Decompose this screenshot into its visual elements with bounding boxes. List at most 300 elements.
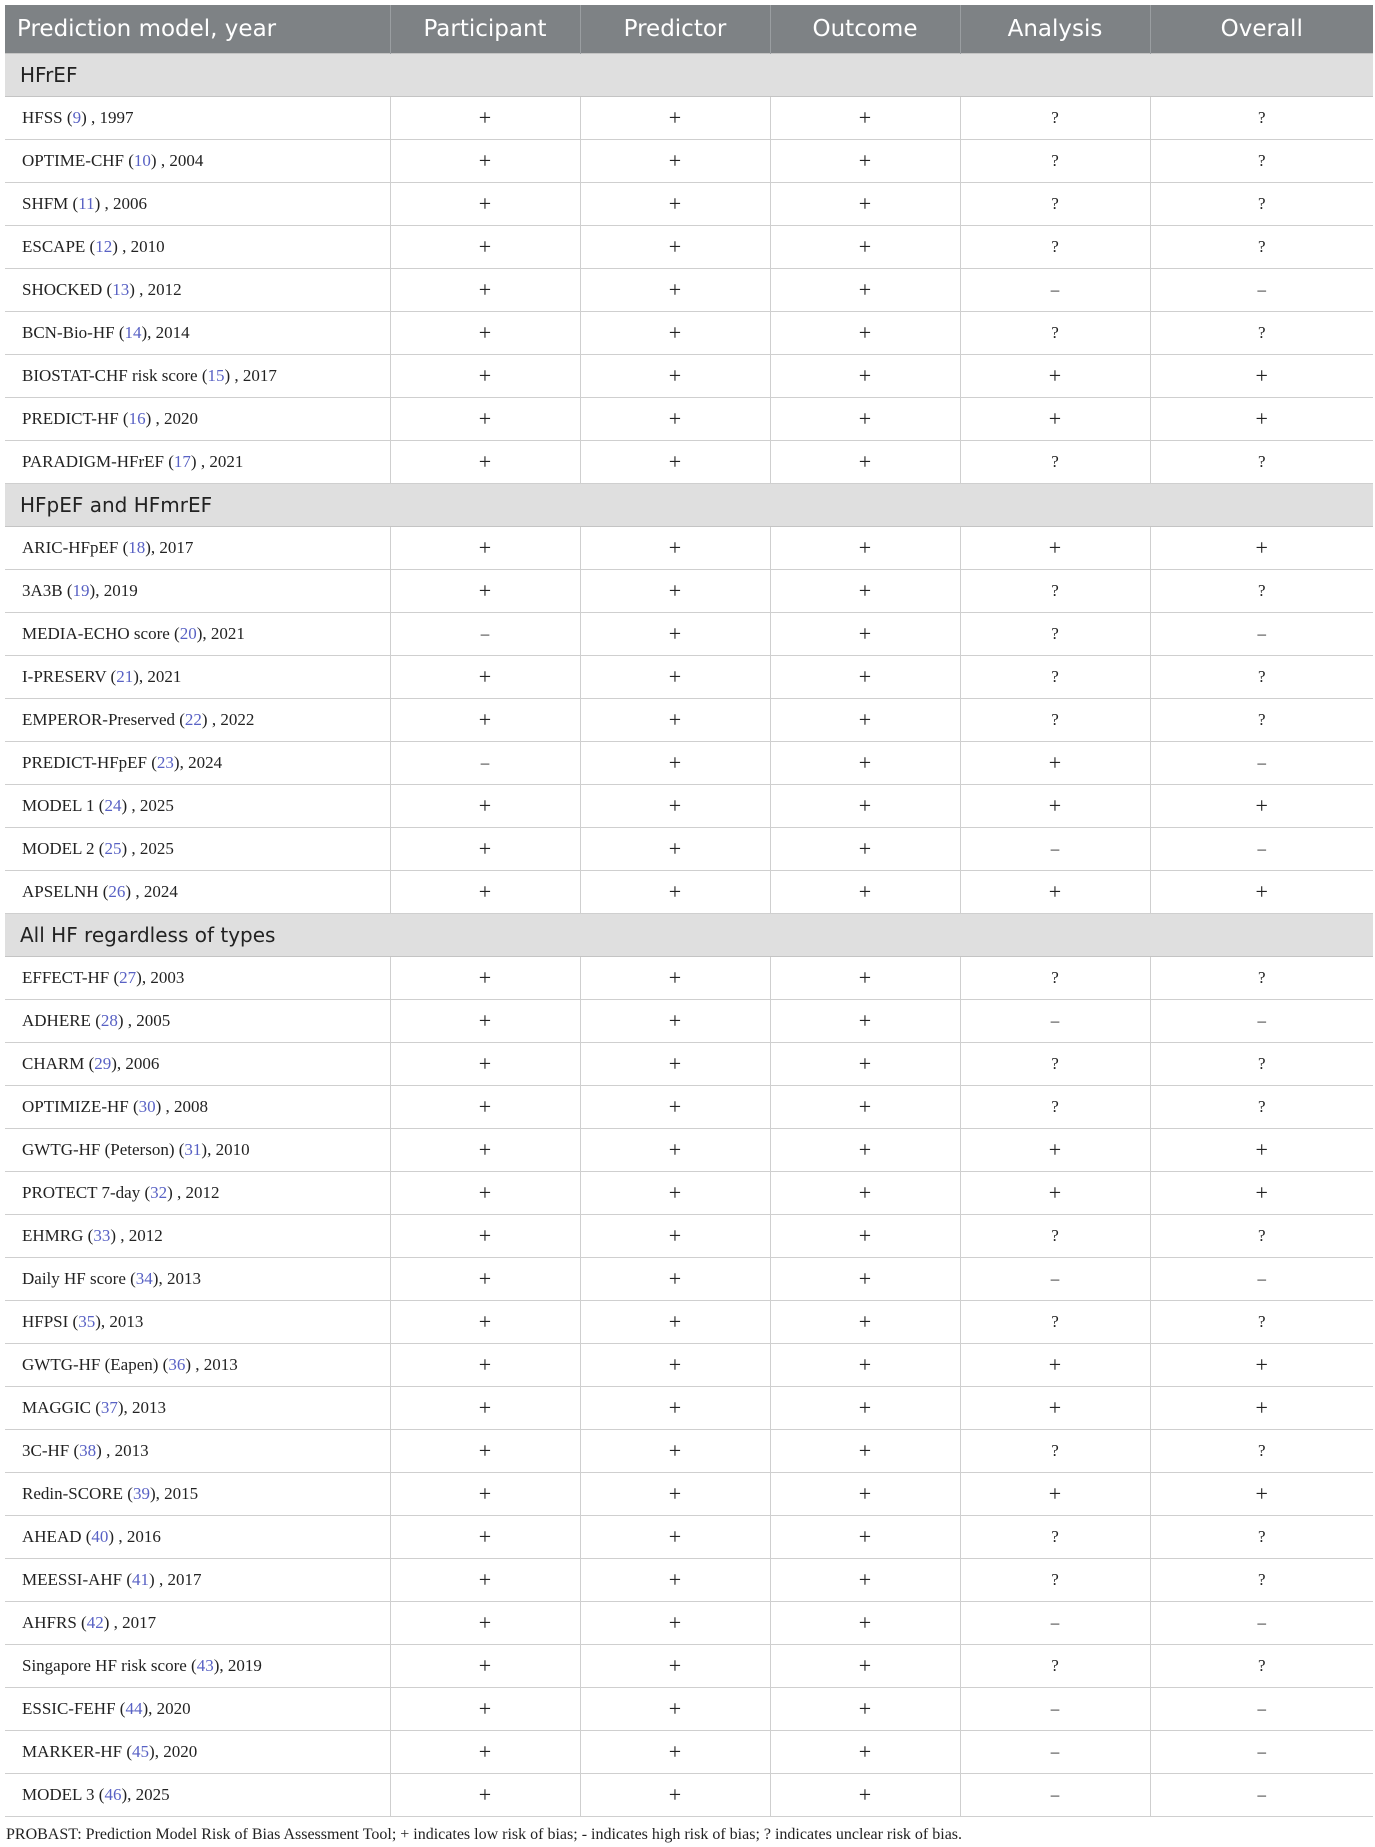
analysis-rating-cell: ? bbox=[960, 956, 1150, 999]
participant-rating-cell: + bbox=[390, 698, 580, 741]
reference-link[interactable]: 28 bbox=[100, 1010, 118, 1030]
overall-rating-cell: + bbox=[1150, 1386, 1373, 1429]
reference-link[interactable]: 15 bbox=[207, 365, 225, 385]
predictor-rating-cell: + bbox=[580, 1429, 770, 1472]
outcome-rating-cell: + bbox=[770, 1472, 960, 1515]
analysis-rating-cell: + bbox=[960, 784, 1150, 827]
analysis-rating-cell: ? bbox=[960, 182, 1150, 225]
participant-rating-cell: + bbox=[390, 569, 580, 612]
outcome-rating-cell: + bbox=[770, 870, 960, 913]
table-row bbox=[5, 1730, 1373, 1773]
reference-link[interactable]: 40 bbox=[91, 1526, 109, 1546]
participant-rating-cell: + bbox=[390, 1472, 580, 1515]
reference-link[interactable]: 32 bbox=[150, 1182, 168, 1202]
outcome-rating-cell: + bbox=[770, 1214, 960, 1257]
reference-link[interactable]: 36 bbox=[168, 1354, 186, 1374]
predictor-rating-cell: + bbox=[580, 569, 770, 612]
overall-rating-cell: – bbox=[1150, 1257, 1373, 1300]
section-title: HFpEF and HFmrEF bbox=[5, 483, 1373, 526]
model-name-cell bbox=[5, 139, 390, 182]
model-year: ), 2019 bbox=[213, 1655, 262, 1675]
reference-link[interactable]: 30 bbox=[138, 1096, 156, 1116]
outcome-rating-cell: + bbox=[770, 569, 960, 612]
model-name: HFPSI ( bbox=[22, 1311, 79, 1331]
participant-rating-cell: + bbox=[390, 268, 580, 311]
participant-rating-cell: + bbox=[390, 1343, 580, 1386]
table-header bbox=[5, 5, 1373, 53]
overall-rating-cell: ? bbox=[1150, 139, 1373, 182]
predictor-rating-cell: + bbox=[580, 784, 770, 827]
model-year: ) , 2024 bbox=[125, 881, 178, 901]
participant-rating-cell: + bbox=[390, 1515, 580, 1558]
overall-rating-cell: ? bbox=[1150, 1644, 1373, 1687]
reference-link[interactable]: 24 bbox=[104, 795, 122, 815]
outcome-rating-cell: + bbox=[770, 1300, 960, 1343]
reference-link[interactable]: 18 bbox=[128, 537, 146, 557]
outcome-rating-cell: + bbox=[770, 225, 960, 268]
table-row bbox=[5, 311, 1373, 354]
table-row bbox=[5, 225, 1373, 268]
model-name: MODEL 2 ( bbox=[22, 838, 105, 858]
participant-rating-cell: + bbox=[390, 96, 580, 139]
table-row bbox=[5, 784, 1373, 827]
table-row bbox=[5, 569, 1373, 612]
table-row bbox=[5, 1773, 1373, 1816]
model-name-cell bbox=[5, 1472, 390, 1515]
outcome-rating-cell: + bbox=[770, 440, 960, 483]
predictor-rating-cell: + bbox=[580, 1214, 770, 1257]
overall-rating-cell: – bbox=[1150, 827, 1373, 870]
header-participant: Participant bbox=[390, 5, 580, 53]
outcome-rating-cell: + bbox=[770, 698, 960, 741]
participant-rating-cell: + bbox=[390, 139, 580, 182]
predictor-rating-cell: + bbox=[580, 1386, 770, 1429]
reference-link[interactable]: 41 bbox=[132, 1569, 150, 1589]
model-name: ESSIC-FEHF ( bbox=[22, 1698, 126, 1718]
reference-link[interactable]: 10 bbox=[133, 150, 151, 170]
model-name-cell bbox=[5, 1343, 390, 1386]
model-name: AHEAD ( bbox=[22, 1526, 92, 1546]
predictor-rating-cell: + bbox=[580, 225, 770, 268]
model-year: ) , 2013 bbox=[185, 1354, 238, 1374]
table-row bbox=[5, 1644, 1373, 1687]
model-name: MARKER-HF ( bbox=[22, 1741, 133, 1761]
reference-link[interactable]: 26 bbox=[108, 881, 126, 901]
model-name-cell bbox=[5, 354, 390, 397]
analysis-rating-cell: ? bbox=[960, 225, 1150, 268]
model-name: Singapore HF risk score ( bbox=[22, 1655, 197, 1675]
participant-rating-cell: – bbox=[390, 741, 580, 784]
model-name-cell bbox=[5, 1171, 390, 1214]
predictor-rating-cell: + bbox=[580, 1257, 770, 1300]
model-year: ), 2010 bbox=[201, 1139, 250, 1159]
predictor-rating-cell: + bbox=[580, 311, 770, 354]
overall-rating-cell: ? bbox=[1150, 956, 1373, 999]
table-row bbox=[5, 1601, 1373, 1644]
reference-link[interactable]: 13 bbox=[112, 279, 130, 299]
overall-rating-cell: – bbox=[1150, 741, 1373, 784]
model-name-cell bbox=[5, 956, 390, 999]
table-row bbox=[5, 397, 1373, 440]
participant-rating-cell: + bbox=[390, 870, 580, 913]
model-name-cell bbox=[5, 182, 390, 225]
reference-link[interactable]: 33 bbox=[93, 1225, 111, 1245]
outcome-rating-cell: + bbox=[770, 784, 960, 827]
predictor-rating-cell: + bbox=[580, 1601, 770, 1644]
model-name-cell bbox=[5, 698, 390, 741]
predictor-rating-cell: + bbox=[580, 741, 770, 784]
model-name: BIOSTAT-CHF risk score ( bbox=[22, 365, 208, 385]
model-year: ) , 2013 bbox=[96, 1440, 149, 1460]
model-year: ), 2019 bbox=[89, 580, 138, 600]
model-name: EFFECT-HF ( bbox=[22, 967, 120, 987]
table-row bbox=[5, 1687, 1373, 1730]
predictor-rating-cell: + bbox=[580, 827, 770, 870]
model-year: ) , 2025 bbox=[121, 838, 174, 858]
model-name-cell bbox=[5, 1128, 390, 1171]
predictor-rating-cell: + bbox=[580, 397, 770, 440]
table-row bbox=[5, 526, 1373, 569]
analysis-rating-cell: ? bbox=[960, 1558, 1150, 1601]
table-row bbox=[5, 354, 1373, 397]
analysis-rating-cell: ? bbox=[960, 96, 1150, 139]
reference-link[interactable]: 22 bbox=[184, 709, 202, 729]
outcome-rating-cell: + bbox=[770, 1257, 960, 1300]
model-name-cell bbox=[5, 1730, 390, 1773]
predictor-rating-cell: + bbox=[580, 96, 770, 139]
reference-link[interactable]: 34 bbox=[135, 1268, 153, 1288]
outcome-rating-cell: + bbox=[770, 1429, 960, 1472]
model-name: EMPEROR-Preserved ( bbox=[22, 709, 185, 729]
table-row bbox=[5, 1085, 1373, 1128]
participant-rating-cell: + bbox=[390, 1171, 580, 1214]
table-row bbox=[5, 96, 1373, 139]
overall-rating-cell: + bbox=[1150, 870, 1373, 913]
model-name-cell bbox=[5, 1644, 390, 1687]
model-year: ) , 2010 bbox=[112, 236, 165, 256]
model-name: GWTG-HF (Eapen) ( bbox=[22, 1354, 169, 1374]
predictor-rating-cell: + bbox=[580, 1300, 770, 1343]
section-header-row bbox=[5, 913, 1373, 956]
reference-link[interactable]: 37 bbox=[100, 1397, 118, 1417]
overall-rating-cell: ? bbox=[1150, 655, 1373, 698]
table-row bbox=[5, 1386, 1373, 1429]
analysis-rating-cell: – bbox=[960, 827, 1150, 870]
overall-rating-cell: + bbox=[1150, 1128, 1373, 1171]
model-year: ) , 2025 bbox=[121, 795, 174, 815]
model-name: ESCAPE ( bbox=[22, 236, 96, 256]
outcome-rating-cell: + bbox=[770, 526, 960, 569]
reference-link[interactable]: 42 bbox=[86, 1612, 104, 1632]
model-year: ) , 2012 bbox=[129, 279, 182, 299]
table-row bbox=[5, 1558, 1373, 1601]
table-row bbox=[5, 1128, 1373, 1171]
outcome-rating-cell: + bbox=[770, 397, 960, 440]
outcome-rating-cell: + bbox=[770, 182, 960, 225]
analysis-rating-cell: + bbox=[960, 354, 1150, 397]
table-row bbox=[5, 741, 1373, 784]
predictor-rating-cell: + bbox=[580, 1128, 770, 1171]
analysis-rating-cell: + bbox=[960, 741, 1150, 784]
overall-rating-cell: ? bbox=[1150, 1085, 1373, 1128]
header-overall: Overall bbox=[1150, 5, 1373, 53]
table-row bbox=[5, 698, 1373, 741]
table-row bbox=[5, 870, 1373, 913]
participant-rating-cell: + bbox=[390, 1257, 580, 1300]
participant-rating-cell: + bbox=[390, 1429, 580, 1472]
outcome-rating-cell: + bbox=[770, 311, 960, 354]
model-year: ) , 2005 bbox=[117, 1010, 171, 1030]
model-name-cell bbox=[5, 1558, 390, 1601]
outcome-rating-cell: + bbox=[770, 1515, 960, 1558]
analysis-rating-cell: ? bbox=[960, 1042, 1150, 1085]
model-name-cell bbox=[5, 1386, 390, 1429]
analysis-rating-cell: ? bbox=[960, 655, 1150, 698]
outcome-rating-cell: + bbox=[770, 96, 960, 139]
table-row bbox=[5, 1472, 1373, 1515]
table-row bbox=[5, 655, 1373, 698]
model-year: ) , 2021 bbox=[190, 451, 244, 471]
model-name: PREDICT-HFpEF ( bbox=[22, 752, 157, 772]
analysis-rating-cell: – bbox=[960, 1687, 1150, 1730]
analysis-rating-cell: + bbox=[960, 1171, 1150, 1214]
outcome-rating-cell: + bbox=[770, 1386, 960, 1429]
model-name-cell bbox=[5, 1085, 390, 1128]
model-name-cell bbox=[5, 1300, 390, 1343]
overall-rating-cell: ? bbox=[1150, 1042, 1373, 1085]
overall-rating-cell: ? bbox=[1150, 311, 1373, 354]
model-year: ) , 2008 bbox=[155, 1096, 209, 1116]
analysis-rating-cell: ? bbox=[960, 311, 1150, 354]
predictor-rating-cell: + bbox=[580, 1773, 770, 1816]
participant-rating-cell: + bbox=[390, 397, 580, 440]
model-name-cell bbox=[5, 870, 390, 913]
reference-link[interactable]: 35 bbox=[78, 1311, 96, 1331]
analysis-rating-cell: + bbox=[960, 1472, 1150, 1515]
analysis-rating-cell: ? bbox=[960, 1300, 1150, 1343]
model-name-cell bbox=[5, 1601, 390, 1644]
model-name: MAGGIC ( bbox=[22, 1397, 101, 1417]
reference-link[interactable]: 14 bbox=[124, 322, 142, 342]
reference-link[interactable]: 23 bbox=[156, 752, 174, 772]
analysis-rating-cell: ? bbox=[960, 569, 1150, 612]
overall-rating-cell: ? bbox=[1150, 1429, 1373, 1472]
table-row bbox=[5, 1214, 1373, 1257]
participant-rating-cell: + bbox=[390, 1042, 580, 1085]
bias-assessment-table bbox=[5, 5, 1373, 1817]
predictor-rating-cell: + bbox=[580, 526, 770, 569]
model-name-cell bbox=[5, 827, 390, 870]
model-name: SHFM ( bbox=[22, 193, 79, 213]
model-name-cell bbox=[5, 397, 390, 440]
model-name: APSELNH ( bbox=[22, 881, 109, 901]
model-name-cell bbox=[5, 612, 390, 655]
participant-rating-cell: + bbox=[390, 1386, 580, 1429]
predictor-rating-cell: + bbox=[580, 1042, 770, 1085]
participant-rating-cell: + bbox=[390, 1214, 580, 1257]
header-predictor: Predictor bbox=[580, 5, 770, 53]
outcome-rating-cell: + bbox=[770, 1085, 960, 1128]
model-name-cell bbox=[5, 1429, 390, 1472]
overall-rating-cell: ? bbox=[1150, 440, 1373, 483]
model-name: HFSS ( bbox=[22, 107, 73, 127]
predictor-rating-cell: + bbox=[580, 440, 770, 483]
reference-link[interactable]: 16 bbox=[128, 408, 146, 428]
model-name: 3C-HF ( bbox=[22, 1440, 80, 1460]
model-year: ), 2013 bbox=[95, 1311, 144, 1331]
overall-rating-cell: + bbox=[1150, 1343, 1373, 1386]
predictor-rating-cell: + bbox=[580, 1644, 770, 1687]
reference-link[interactable]: 27 bbox=[119, 967, 137, 987]
model-name-cell bbox=[5, 440, 390, 483]
model-name-cell bbox=[5, 1515, 390, 1558]
overall-rating-cell: ? bbox=[1150, 1300, 1373, 1343]
model-year: ) , 2012 bbox=[167, 1182, 220, 1202]
overall-rating-cell: – bbox=[1150, 999, 1373, 1042]
reference-link[interactable]: 38 bbox=[79, 1440, 97, 1460]
participant-rating-cell: + bbox=[390, 182, 580, 225]
overall-rating-cell: + bbox=[1150, 397, 1373, 440]
model-name-cell bbox=[5, 784, 390, 827]
overall-rating-cell: ? bbox=[1150, 569, 1373, 612]
section-header-row bbox=[5, 483, 1373, 526]
analysis-rating-cell: ? bbox=[960, 1429, 1150, 1472]
model-name: SHOCKED ( bbox=[22, 279, 113, 299]
reference-link[interactable]: 46 bbox=[104, 1784, 122, 1804]
overall-rating-cell: + bbox=[1150, 354, 1373, 397]
overall-rating-cell: ? bbox=[1150, 182, 1373, 225]
model-year: ) , 2020 bbox=[145, 408, 199, 428]
predictor-rating-cell: + bbox=[580, 1730, 770, 1773]
overall-rating-cell: ? bbox=[1150, 1558, 1373, 1601]
predictor-rating-cell: + bbox=[580, 268, 770, 311]
table-row bbox=[5, 612, 1373, 655]
table-body bbox=[5, 53, 1373, 1816]
model-name-cell bbox=[5, 1773, 390, 1816]
analysis-rating-cell: ? bbox=[960, 1644, 1150, 1687]
reference-link[interactable]: 20 bbox=[179, 623, 197, 643]
predictor-rating-cell: + bbox=[580, 1687, 770, 1730]
reference-link[interactable]: 11 bbox=[78, 193, 95, 213]
reference-link[interactable]: 44 bbox=[125, 1698, 143, 1718]
model-name-cell bbox=[5, 569, 390, 612]
reference-link[interactable]: 45 bbox=[132, 1741, 150, 1761]
overall-rating-cell: + bbox=[1150, 1171, 1373, 1214]
outcome-rating-cell: + bbox=[770, 1343, 960, 1386]
outcome-rating-cell: + bbox=[770, 354, 960, 397]
reference-link[interactable]: 25 bbox=[104, 838, 122, 858]
model-name: MEESSI-AHF ( bbox=[22, 1569, 133, 1589]
table-row bbox=[5, 440, 1373, 483]
model-name-cell bbox=[5, 1214, 390, 1257]
reference-link[interactable]: 43 bbox=[196, 1655, 214, 1675]
predictor-rating-cell: + bbox=[580, 1171, 770, 1214]
predictor-rating-cell: + bbox=[580, 612, 770, 655]
model-year: ), 2013 bbox=[152, 1268, 201, 1288]
reference-link[interactable]: 29 bbox=[94, 1053, 112, 1073]
outcome-rating-cell: + bbox=[770, 1730, 960, 1773]
participant-rating-cell: + bbox=[390, 526, 580, 569]
predictor-rating-cell: + bbox=[580, 1343, 770, 1386]
predictor-rating-cell: + bbox=[580, 139, 770, 182]
participant-rating-cell: + bbox=[390, 440, 580, 483]
model-year: ) , 2006 bbox=[94, 193, 148, 213]
model-year: ), 2014 bbox=[141, 322, 190, 342]
participant-rating-cell: + bbox=[390, 999, 580, 1042]
outcome-rating-cell: + bbox=[770, 1644, 960, 1687]
model-name-cell bbox=[5, 526, 390, 569]
model-name: BCN-Bio-HF ( bbox=[22, 322, 125, 342]
model-year: ), 2015 bbox=[149, 1483, 199, 1503]
section-title: HFrEF bbox=[5, 53, 1373, 96]
model-name: I-PRESERV ( bbox=[22, 666, 117, 686]
model-name-cell bbox=[5, 225, 390, 268]
table-row bbox=[5, 827, 1373, 870]
overall-rating-cell: – bbox=[1150, 612, 1373, 655]
overall-rating-cell: ? bbox=[1150, 698, 1373, 741]
analysis-rating-cell: – bbox=[960, 1601, 1150, 1644]
participant-rating-cell: + bbox=[390, 1601, 580, 1644]
participant-rating-cell: + bbox=[390, 1300, 580, 1343]
analysis-rating-cell: + bbox=[960, 870, 1150, 913]
reference-link[interactable]: 19 bbox=[72, 580, 90, 600]
participant-rating-cell: + bbox=[390, 311, 580, 354]
analysis-rating-cell: + bbox=[960, 397, 1150, 440]
model-name: PARADIGM-HFrEF ( bbox=[22, 451, 174, 471]
model-name-cell bbox=[5, 1687, 390, 1730]
reference-link[interactable]: 31 bbox=[184, 1139, 202, 1159]
model-name: 3A3B ( bbox=[22, 580, 73, 600]
predictor-rating-cell: + bbox=[580, 655, 770, 698]
model-year: ), 2020 bbox=[142, 1698, 191, 1718]
analysis-rating-cell: + bbox=[960, 526, 1150, 569]
reference-link[interactable]: 9 bbox=[72, 107, 82, 127]
model-year: ), 2021 bbox=[133, 666, 182, 686]
model-year: ) , 2016 bbox=[108, 1526, 161, 1546]
outcome-rating-cell: + bbox=[770, 612, 960, 655]
outcome-rating-cell: + bbox=[770, 1773, 960, 1816]
overall-rating-cell: – bbox=[1150, 268, 1373, 311]
reference-link[interactable]: 39 bbox=[132, 1483, 150, 1503]
header-row bbox=[5, 5, 1373, 53]
predictor-rating-cell: + bbox=[580, 999, 770, 1042]
outcome-rating-cell: + bbox=[770, 999, 960, 1042]
model-name: ADHERE ( bbox=[22, 1010, 101, 1030]
analysis-rating-cell: + bbox=[960, 1343, 1150, 1386]
participant-rating-cell: + bbox=[390, 1644, 580, 1687]
reference-link[interactable]: 21 bbox=[116, 666, 134, 686]
model-name: MEDIA-ECHO score ( bbox=[22, 623, 180, 643]
outcome-rating-cell: + bbox=[770, 268, 960, 311]
overall-rating-cell: – bbox=[1150, 1730, 1373, 1773]
overall-rating-cell: ? bbox=[1150, 96, 1373, 139]
model-year: ), 2024 bbox=[173, 752, 223, 772]
overall-rating-cell: – bbox=[1150, 1687, 1373, 1730]
outcome-rating-cell: + bbox=[770, 1601, 960, 1644]
participant-rating-cell: + bbox=[390, 956, 580, 999]
model-year: ) , 2017 bbox=[224, 365, 277, 385]
overall-rating-cell: + bbox=[1150, 526, 1373, 569]
participant-rating-cell: + bbox=[390, 1773, 580, 1816]
analysis-rating-cell: + bbox=[960, 1128, 1150, 1171]
analysis-rating-cell: ? bbox=[960, 698, 1150, 741]
model-name: ARIC-HFpEF ( bbox=[22, 537, 129, 557]
reference-link[interactable]: 12 bbox=[95, 236, 113, 256]
overall-rating-cell: ? bbox=[1150, 1214, 1373, 1257]
table-row bbox=[5, 1429, 1373, 1472]
reference-link[interactable]: 17 bbox=[173, 451, 191, 471]
predictor-rating-cell: + bbox=[580, 870, 770, 913]
